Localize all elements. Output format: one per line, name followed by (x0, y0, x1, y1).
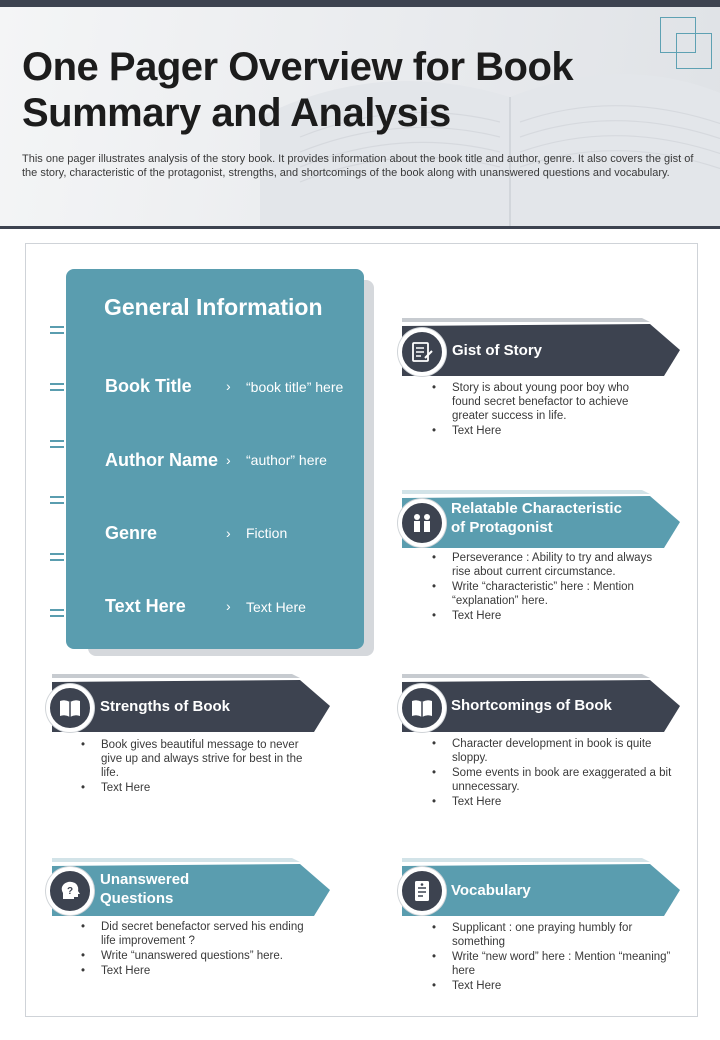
questions-icon-circle (46, 867, 94, 915)
spiral-ring-icon (48, 605, 92, 623)
strengths-title: Strengths of Book (100, 698, 230, 715)
list-item: • Story is about young poor boy who found secret benefactor to achieve greater success in life. (432, 381, 652, 423)
gist-bullets (432, 381, 652, 439)
book-title-value: “book title” here (246, 379, 344, 395)
decorative-square (676, 33, 712, 69)
list-item: • Write “new word” here : Mention “meaning” here (432, 950, 672, 978)
list-item: • Text Here (432, 609, 672, 623)
genre-label: Genre (105, 523, 158, 543)
general-info-title: General Information (104, 294, 323, 320)
protagonist-title-line2: of Protagonist (451, 519, 553, 536)
list-item: • Text Here (432, 795, 672, 809)
genre-value: Fiction (246, 525, 288, 541)
author-name-label: Author Name (105, 450, 219, 470)
list-item: • Text Here (432, 424, 652, 438)
header-divider (0, 226, 720, 229)
gist-icon-circle (398, 328, 446, 376)
protagonist-icon-circle (398, 499, 446, 547)
chevron-right-icon: › (226, 378, 231, 394)
top-bar (0, 0, 720, 7)
spiral-ring-icon (48, 379, 92, 397)
list-item: • Text Here (81, 781, 313, 795)
page-title: One Pager Overview for Book Summary and Analysis (22, 45, 574, 135)
shortcomings-icon-circle (398, 684, 446, 732)
shortcomings-title: Shortcomings of Book (451, 697, 612, 714)
book-title-label: Book Title (105, 376, 192, 396)
spiral-ring-icon (48, 492, 92, 510)
spiral-ring-icon (48, 549, 92, 567)
list-item: • Perseverance : Ability to try and always rise about current circumstance. (432, 551, 672, 579)
question-head-icon (58, 879, 82, 903)
chevron-right-icon: › (226, 525, 231, 541)
intro-paragraph: This one pager illustrates analysis of the story book. It provides information about the book title and author, genre. It also covers the gist of the story, characteristic of the protagonist, strengths, and shortcomings of the book along with unanswered questions and vocabulary. (22, 153, 694, 179)
questions-bullets (81, 920, 313, 979)
vocabulary-icon-circle (398, 867, 446, 915)
questions-banner (52, 858, 332, 920)
list-item: • Supplicant : one praying humbly for something (432, 921, 672, 949)
text-here-label: Text Here (105, 596, 186, 616)
spiral-ring-icon (48, 436, 92, 454)
vocabulary-bullets (432, 921, 672, 994)
strengths-icon-circle (46, 684, 94, 732)
list-item: • Text Here (81, 964, 313, 978)
story-book-icon (410, 340, 434, 364)
shortcomings-bullets (432, 737, 672, 810)
dictionary-icon (410, 879, 434, 903)
protagonist-bullets (432, 551, 672, 624)
open-book-icon (58, 696, 82, 720)
spiral-ring-icon (48, 322, 92, 340)
list-item: • Did secret benefactor served his ending life improvement ? (81, 920, 313, 948)
list-item: • Write “characteristic” here : Mention “explanation” here. (432, 580, 672, 608)
text-here-value: Text Here (246, 599, 306, 615)
list-item: • Some events in book are exaggerated a bit unnecessary. (432, 766, 672, 794)
list-item: • Text Here (432, 979, 672, 993)
author-name-value: “author” here (246, 452, 327, 468)
gist-title: Gist of Story (452, 342, 543, 359)
strengths-bullets (81, 738, 313, 796)
svg-text:?: ? (67, 886, 74, 897)
chevron-right-icon: › (226, 452, 231, 468)
questions-title-line2: Questions (100, 890, 174, 907)
protagonist-title-line1: Relatable Characteristic (451, 500, 622, 517)
list-item: • Book gives beautiful message to never give up and always strive for best in the life. (81, 738, 313, 780)
questions-title-line1: Unanswered (100, 871, 190, 888)
chevron-right-icon: › (226, 598, 231, 614)
list-item: • Character development in book is quite sloppy. (432, 737, 672, 765)
list-item: • Write “unanswered questions” here. (81, 949, 313, 963)
open-book-icon (410, 696, 434, 720)
people-icon (410, 511, 434, 535)
vocabulary-title: Vocabulary (451, 882, 531, 899)
